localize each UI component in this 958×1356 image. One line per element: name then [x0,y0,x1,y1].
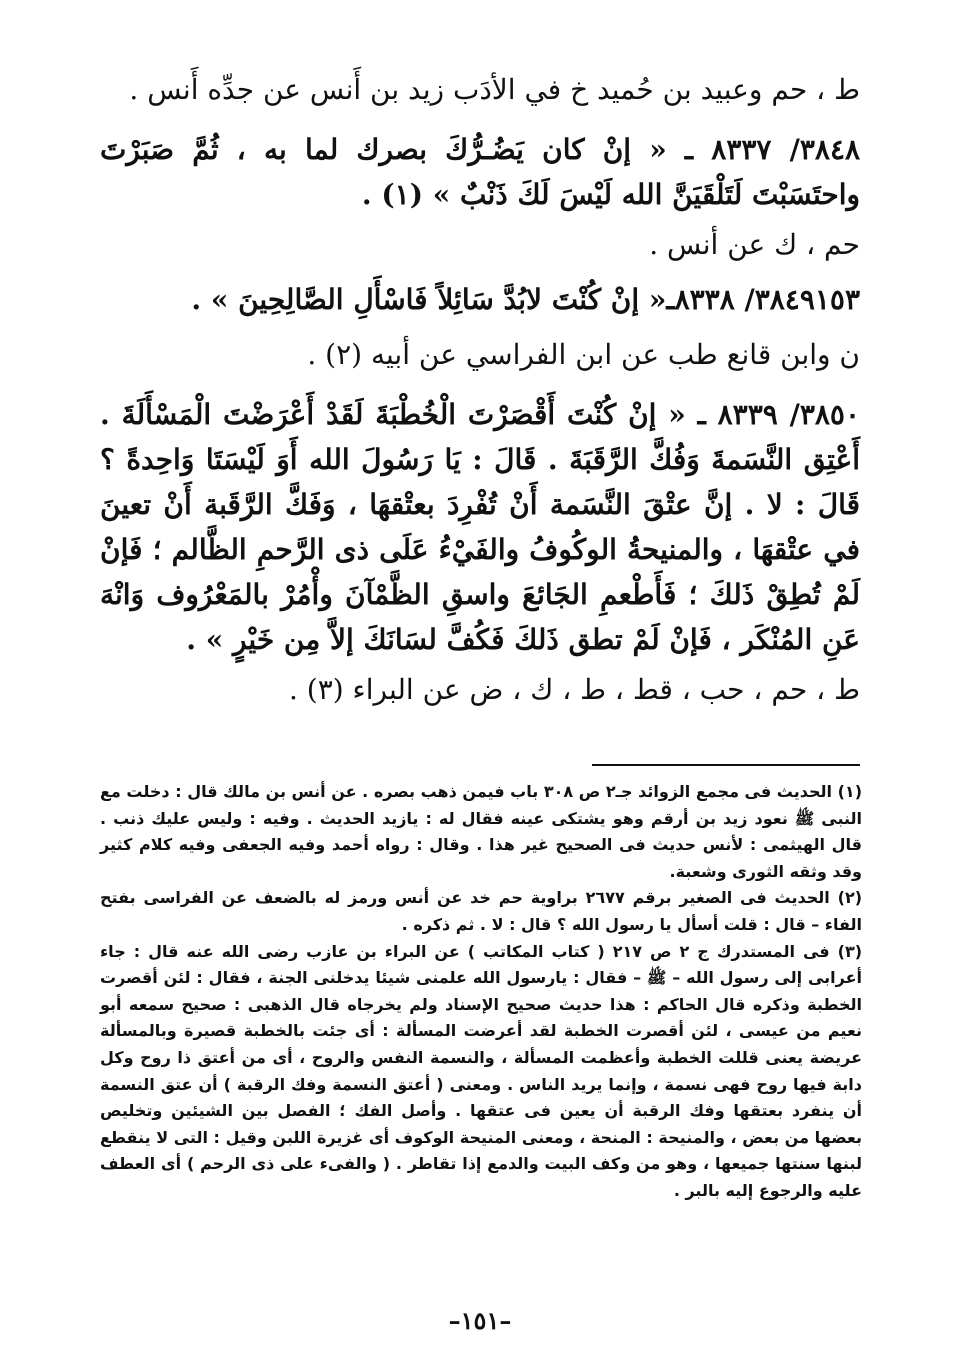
main-text [100,72,860,727]
footnote-1: (١) الحديث فى مجمع الزوائد جـ٢ ص ٣٠٨ باب فيمن ذهب بصره . عن أنس بن مالك قال : دخلت مع النبى ﷺ نعود زيد بن أرقم وهو يشتكى عينه فقال له : يازيد الحديث . وفيه : وليس عليك ذنب . قال الهيثمى : لأنس حديث فى الصحيح غير هذا . وقال : رواه أحمد وفيه الجعفى وفيه كلام كثير وقد وثقه الثورى وشعبة. [100,782,862,881]
footnote-separator [592,764,860,766]
hadith-8339: ٣٨٥٠/ ٨٣٣٩ ـ « إنْ كُنْتَ أَقْصَرْتَ الْخُطْبَةَ لَقَدْ أَعْرَضْتَ الْمَسْأَلَةَ . أَعْتِق النَّسَمةَ وَفُكَّ الرَّقَبَةَ . قَالَ : يَا رَسُولَ الله أَوَ لَيْسَتَا وَاحِدةً ؟ قَالَ : لا . إنَّ عتْقَ النَّسَمة أَنْ تُفْرِدَ بعتْقهَا ، وَفَكَّ الرَّقَبة أَنْ تعينَ في عتْقهَا ، والمنيحةُ الوكُوفُ والفَيْءُ عَلَى ذى الرَّحمِ الظَّالم ؛ فَإنْ لَمْ تُطِقْ ذَلكَ ؛ فَأَطْعمِ الجَائعَ واسقِ الظَّمْآنَ وأْمُرْ بالمَعْرُوف وَانْهَ عَنِ المُنْكَر ، فَإنْ لَمْ تطق ذَلكَ فَكُفَّ لسَانَكَ إلاَّ مِن خَيْرٍ » . [100,398,861,656]
footnotes [100,779,862,1205]
source-line: ن وابن قانع طب عن ابن الفراسي عن أبيه (٢) . [307,338,860,371]
hadith-8338: ٣٨٤٩١٥٣/ ٨٣٣٨ـ« إنْ كُنْتَ لابُدَّ سَائِلاً فَاسْأَلِ الصَّالِحِينَ » . [191,283,860,316]
source-line: ط ، حم ، حب ، قط ، ط ، ك ، ض عن البراء (٣) . [288,673,860,706]
hadith-8337: ٣٨٤٨/ ٨٣٣٧ ـ « إنْ كان يَضُـرُّكَ بصرك لما به ، ثُمَّ صَبَرْتَ واحتَسَبْتَ لَتَلْقَيَنَّ الله لَيْسَ لَكَ ذَنْبٌ » (١) . [100,133,861,211]
page-number: –١٥١– [448,1306,512,1335]
footnote-3: (٣) فى المستدرك ج ٢ ص ٢١٧ ( كتاب المكاتب ) عن البراء بن عازب رضى الله عنه قال : جاء أعرابى إلى رسول الله – ﷺ – فقال : يارسول الله علمنى شيئا يدخلنى الجنة ، فقال : لئن أقصرت الخطبة وذكره قال الحاكم : هذا حديث صحيح الإسناد ولم يخرجاه قال الذهبى : صحيح سمعه أبو نعيم من عيسى ، لئن أقصرت الخطبة لقد أعرضت المسألة : أى جئت بالخطبة قصيرة وبالمسألة عريضة يعنى قللت الخطبة وأعظمت المسألة ، والنسمة النفس والروح ، أى من أعتق ذا روح وكل دابة فيها روح فهى نسمة ، وإنما يريد الناس . ومعنى ( أعتق النسمة وفك الرقبة ) أن عتق النسمة أن ينفرد بعتقها وفك الرقبة أن يعين فى عتقها . وأصل الفك ؛ الفصل بين الشيئين وتخليص بعضها من بعض ، والمنيحة : المنحة ، ومعنى المنيحة الوكوف أى غزيرة اللبن وقيل : التى لا ينقطع لبنها سنتها جميعها ، وهو من وكف البيت والدمع إذا تقاطر . ( والفىء على ذى الرحم ) أى العطف عليه والرجوع إليه بالبر . [100,941,863,1200]
source-line: حم ، ك عن أنس . [649,228,860,261]
source-line: ط ، حم وعبيد بن حُميد خ في الأدَب زيد بن أَنس عن جدِّه أَنس . [129,73,860,106]
footnote-2: (٢) الحديث فى الصغير برقم ٢٦٧٧ براوية حم خد عن أنس ورمز له بالضعف عن الفراسى بفتح الفاء – قال : قلت أسأل يا رسول الله ؟ قال : لا . ثم ذكره . [100,888,863,934]
